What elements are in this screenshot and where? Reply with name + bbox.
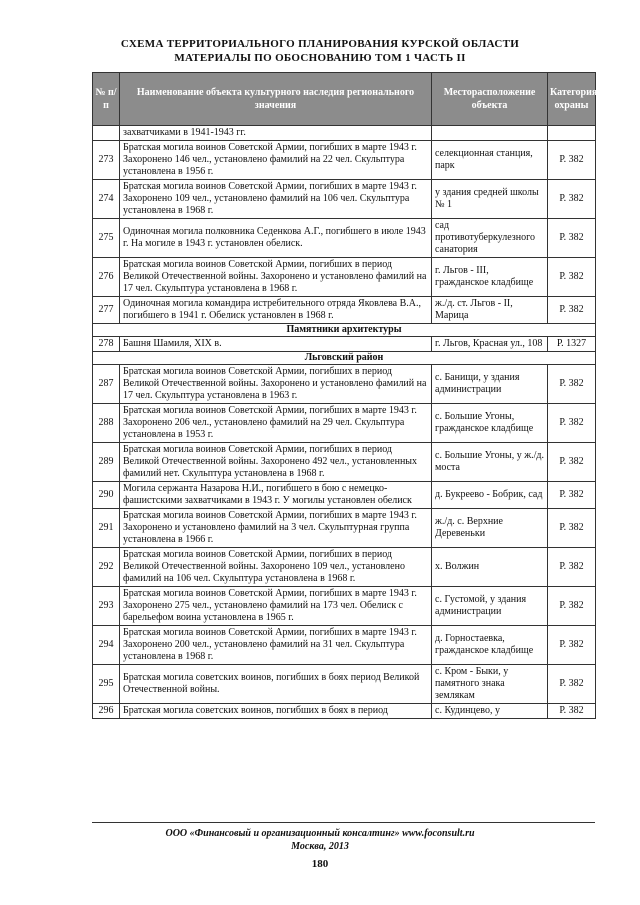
row-number: 290 (93, 482, 120, 509)
section-row (93, 352, 596, 365)
table-row (93, 126, 596, 141)
protection-category: Р. 382 (548, 404, 596, 443)
table-row (93, 180, 596, 219)
protection-category: Р. 382 (548, 548, 596, 587)
row-number: 296 (93, 704, 120, 719)
object-name: Одиночная могила командира истребительного отряда Яковлева В.А., погибшего в 1941 г. Обелиск установлен в 1968 г. (120, 297, 432, 324)
object-name: Братская могила воинов Советской Армии, погибших в период Великой Отечественной войны. Захоронено и установлено фамилий на 17 чел. Скульптура установлена в 1968 г. (120, 258, 432, 297)
column-header-location: Месторасположение объекта (432, 73, 548, 126)
table-row (93, 587, 596, 626)
section-label: Памятники архитектуры (93, 324, 596, 337)
object-location: с. Густомой, у здания администрации (432, 587, 548, 626)
object-name: Братская могила воинов Советской Армии, погибших в марте 1943 г. Захоронено 109 чел., установлено фамилий на 106 чел. Скульптура установлена в 1968 г. (120, 180, 432, 219)
object-name: Братская могила воинов Советской Армии, погибших в период Великой Отечественной войны. Захоронено и установлено фамилий на 17 чел. Скульптура установлена в 1963 г. (120, 365, 432, 404)
table-row (93, 626, 596, 665)
table-row (93, 443, 596, 482)
object-location: г. Льгов, Красная ул., 108 (432, 337, 548, 352)
object-location: д. Букреево - Бобрик, сад (432, 482, 548, 509)
object-name: захватчиками в 1941-1943 гг. (120, 126, 432, 141)
table-row (93, 509, 596, 548)
protection-category: Р. 382 (548, 258, 596, 297)
object-name: Башня Шамиля, XIX в. (120, 337, 432, 352)
document-title: СХЕМА ТЕРРИТОРИАЛЬНОГО ПЛАНИРОВАНИЯ КУРСКОЙ ОБЛАСТИ (120, 38, 520, 50)
object-name: Братская могила советских воинов, погибших в боях период Великой Отечественной войны. (120, 665, 432, 704)
protection-category (548, 126, 596, 141)
protection-category: Р. 382 (548, 219, 596, 258)
protection-category: Р. 382 (548, 180, 596, 219)
column-header-name: Наименование объекта культурного наследия регионального значения (120, 73, 432, 126)
table-row (93, 219, 596, 258)
protection-category: Р. 382 (548, 704, 596, 719)
column-header-num: № п/п (93, 73, 120, 126)
object-location: с. Кудинцево, у (432, 704, 548, 719)
row-number: 291 (93, 509, 120, 548)
row-number: 278 (93, 337, 120, 352)
row-number (93, 126, 120, 141)
object-name: Братская могила воинов Советской Армии, погибших в марте 1943 г. Захоронено 200 чел., установлено фамилий на 31 чел. Скульптура установлена в 1968 г. (120, 626, 432, 665)
heritage-table (92, 72, 596, 719)
table-row (93, 337, 596, 352)
row-number: 292 (93, 548, 120, 587)
table-body (93, 126, 596, 719)
table-row (93, 297, 596, 324)
row-number: 293 (93, 587, 120, 626)
object-location: сад противотуберкулезного санатория (432, 219, 548, 258)
protection-category: Р. 382 (548, 665, 596, 704)
footer-city: Москва, 2013 (291, 841, 349, 852)
row-number: 294 (93, 626, 120, 665)
object-location: у здания средней школы № 1 (432, 180, 548, 219)
row-number: 287 (93, 365, 120, 404)
object-name: Братская могила воинов Советской Армии, погибших в марте 1943 г. Захоронено 275 чел., установлено фамилий на 173 чел. Обелиск с барельефом воина установлена в 1965 г. (120, 587, 432, 626)
object-location: с. Большие Угоны, у ж./д. моста (432, 443, 548, 482)
table-row (93, 548, 596, 587)
footer-company: ООО «Финансовый и организационный консалтинг» www.foconsult.ru (165, 828, 475, 839)
object-location: ж./д. ст. Льгов - II, Марица (432, 297, 548, 324)
object-location: селекционная станция, парк (432, 141, 548, 180)
row-number: 295 (93, 665, 120, 704)
footer-divider (92, 822, 595, 823)
document-subtitle: МАТЕРИАЛЫ ПО ОБОСНОВАНИЮ ТОМ 1 ЧАСТЬ II (174, 52, 466, 64)
row-number: 276 (93, 258, 120, 297)
protection-category: Р. 382 (548, 297, 596, 324)
object-location: с. Банищи, у здания администрации (432, 365, 548, 404)
object-name: Братская могила воинов Советской Армии, погибших в марте 1943 г. Захоронено 146 чел., установлено фамилий на 22 чел. Скульптура установлена в 1956 г. (120, 141, 432, 180)
object-name: Одиночная могила полковника Седенкова А.Г., погибшего в июле 1943 г. На могиле в 1943 г. установлен обелиск. (120, 219, 432, 258)
object-location: г. Льгов - III, гражданское кладбище (432, 258, 548, 297)
object-name: Братская могила советских воинов, погибших в боях в период (120, 704, 432, 719)
object-name: Братская могила воинов Советской Армии, погибших в период Великой Отечественной войны. Захоронено 109 чел., установлено фамилий на 106 чел. Скульптура установлена в 1968 г. (120, 548, 432, 587)
table-row (93, 704, 596, 719)
protection-category: Р. 382 (548, 443, 596, 482)
object-location: ж./д. с. Верхние Деревеньки (432, 509, 548, 548)
object-location: с. Кром - Быки, у памятного знака землякам (432, 665, 548, 704)
protection-category: Р. 382 (548, 626, 596, 665)
row-number: 288 (93, 404, 120, 443)
protection-category: Р. 382 (548, 482, 596, 509)
table-row (93, 404, 596, 443)
object-name: Братская могила воинов Советской Армии, погибших в марте 1943 г. Захоронено и установлено фамилий на 3 чел. Скульптурная группа установлена в 1966 г. (120, 509, 432, 548)
object-location: х. Волжин (432, 548, 548, 587)
row-number: 275 (93, 219, 120, 258)
table-header-row (93, 73, 596, 126)
page-number: 180 (311, 858, 329, 870)
protection-category: Р. 382 (548, 509, 596, 548)
protection-category: Р. 382 (548, 141, 596, 180)
row-number: 273 (93, 141, 120, 180)
row-number: 274 (93, 180, 120, 219)
object-location: д. Горностаевка, гражданское кладбище (432, 626, 548, 665)
column-header-category: Категория охраны (548, 73, 596, 126)
protection-category: Р. 1327 (548, 337, 596, 352)
table-row (93, 482, 596, 509)
protection-category: Р. 382 (548, 587, 596, 626)
table-row (93, 141, 596, 180)
protection-category: Р. 382 (548, 365, 596, 404)
row-number: 289 (93, 443, 120, 482)
table-row (93, 365, 596, 404)
table-row (93, 258, 596, 297)
object-location: с. Большие Угоны, гражданское кладбище (432, 404, 548, 443)
table-row (93, 665, 596, 704)
object-name: Братская могила воинов Советской Армии, погибших в период Великой Отечественной войны. Захоронено 492 чел., установленных фамилий нет. Скульптура установлена в 1968 г. (120, 443, 432, 482)
section-row (93, 324, 596, 337)
section-label: Льговский район (93, 352, 596, 365)
object-location (432, 126, 548, 141)
object-name: Братская могила воинов Советской Армии, погибших в марте 1943 г. Захоронено 206 чел., установлено фамилий на 29 чел. Скульптура установлена в 1953 г. (120, 404, 432, 443)
row-number: 277 (93, 297, 120, 324)
object-name: Могила сержанта Назарова Н.И., погибшего в бою с немецко-фашистскими захватчиками в 1943 г. У могилы установлен обелиск (120, 482, 432, 509)
